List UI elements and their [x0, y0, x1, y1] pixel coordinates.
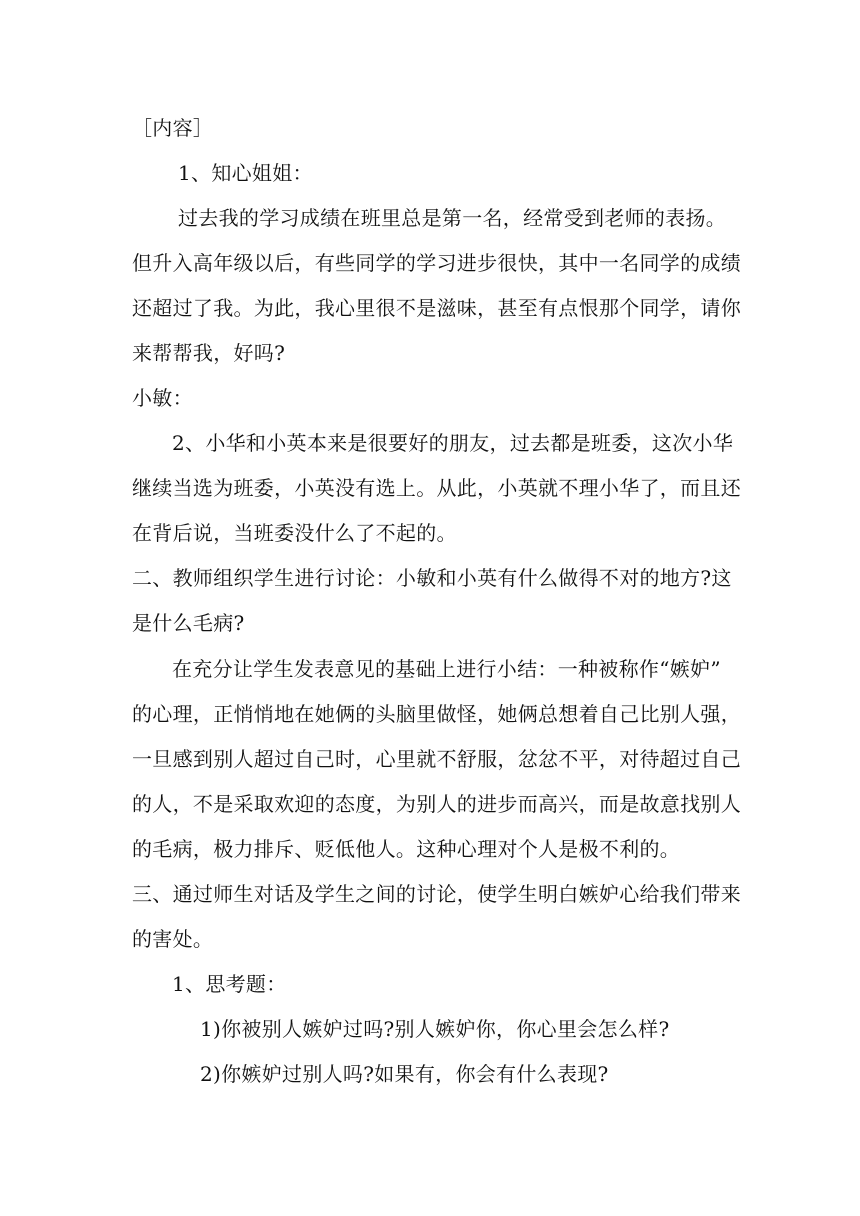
section3-line-2: 的害处。 — [132, 927, 214, 951]
question-2: 2)你嫉妒过别人吗?如果有，你会有什么表现? — [200, 1062, 609, 1086]
think-title: 1、思考题： — [172, 972, 287, 996]
summary-line-5: 的毛病，极力排斥、贬低他人。这种心理对个人是极不利的。 — [132, 837, 681, 861]
summary-line-3: 一旦感到别人超过自己时，心里就不舒服，忿忿不平，对待超过自己 — [132, 747, 741, 771]
item2-line-3: 在背后说，当班委没什么了不起的。 — [132, 521, 457, 545]
summary-line-1: 在充分让学生发表意见的基础上进行小结：一种被称作“嫉妒” — [172, 657, 721, 681]
summary-line-4: 的人，不是采取欢迎的态度，为别人的进步而高兴，而是故意找别人 — [132, 792, 741, 816]
section2-line-2: 是什么毛病? — [132, 611, 245, 635]
item1-title: 1、知心姐姐： — [178, 161, 313, 185]
content-heading: ［内容］ — [132, 116, 214, 140]
question-1: 1)你被别人嫉妒过吗?别人嫉妒你，你心里会怎么样? — [200, 1017, 670, 1041]
letter-line-3: 还超过了我。为此，我心里很不是滋味，甚至有点恨那个同学，请你 — [132, 296, 741, 320]
letter-line-4: 来帮帮我，好吗? — [132, 341, 286, 365]
signature: 小敏： — [132, 386, 193, 410]
letter-line-1: 过去我的学习成绩在班里总是第一名，经常受到老师的表扬。 — [178, 206, 727, 230]
letter-line-2: 但升入高年级以后，有些同学的学习进步很快，其中一名同学的成绩 — [132, 251, 741, 275]
summary-line-2: 的心理，正悄悄地在她俩的头脑里做怪，她俩总想着自己比别人强， — [132, 702, 741, 726]
item2-line-2: 继续当选为班委，小英没有选上。从此，小英就不理小华了，而且还 — [132, 476, 741, 500]
section2-line-1: 二、教师组织学生进行讨论：小敏和小英有什么做得不对的地方?这 — [132, 566, 732, 590]
item2-line-1: 2、小华和小英本来是很要好的朋友，过去都是班委，这次小华 — [172, 431, 734, 455]
section3-line-1: 三、通过师生对话及学生之间的讨论，使学生明白嫉妒心给我们带来 — [132, 882, 741, 906]
